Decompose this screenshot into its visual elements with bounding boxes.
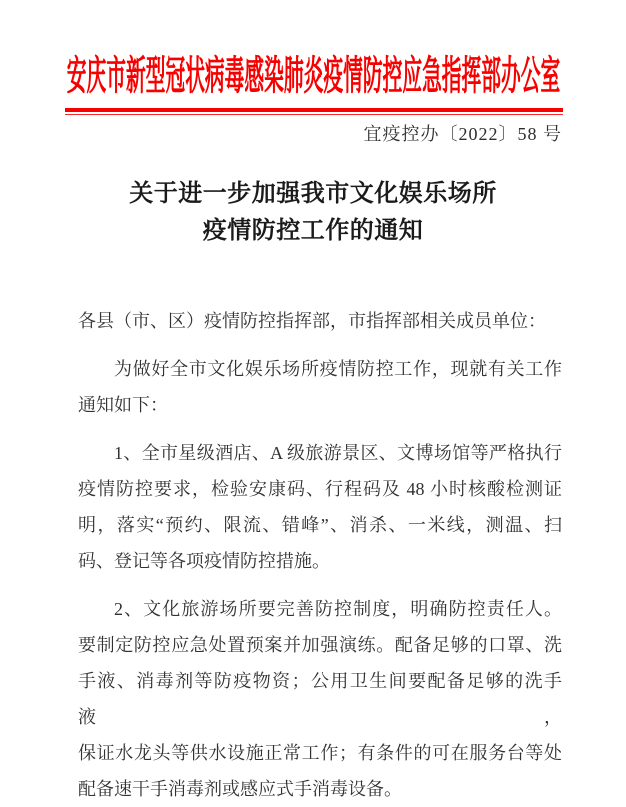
salutation-line: 各县（市、区）疫情防控指挥部，市指挥部相关成员单位： (78, 311, 546, 331)
body-text-line: 手液、消毒剂等防疫物资；公用卫生间要配备足够的洗手液， (78, 671, 562, 727)
body-text-line: 为做好全市文化娱乐场所疫情防控工作，现就有关工作 (114, 359, 562, 379)
body-text-line: 疫情防控要求，检验安康码、行程码及 48 小时核酸检测证 (78, 479, 562, 499)
letterhead-org-title: 安庆市新型冠状病毒感染肺炎疫情防控应急指挥部办公室 (66, 53, 560, 99)
body-text-line: 1、全市星级酒店、A 级旅游景区、文博场馆等严格执行 (114, 443, 562, 463)
body-text-line: 保证水龙头等供水设施正常工作；有条件的可在服务台等处 (78, 743, 562, 763)
document-number: 宜疫控办〔2022〕58 号 (363, 124, 562, 144)
document-title-line-2: 疫情防控工作的通知 (202, 217, 424, 244)
body-text-line: 要制定防控应急处置预案并加强演练。配备足够的口罩、洗 (78, 635, 562, 655)
body-text-line: 2、文化旅游场所要完善防控制度，明确防控责任人。 (114, 599, 562, 619)
document-title (0, 175, 626, 249)
paragraph-item-2 (78, 591, 562, 807)
letterhead (0, 52, 626, 99)
document-title-line-1: 关于进一步加强我市文化娱乐场所 (129, 180, 497, 207)
letterhead-red-rule (65, 108, 563, 115)
body-text-line: 配备速干手消毒剂或感应式手消毒设备。 (78, 779, 402, 799)
body-text-line: 码、登记等各项疫情防控措施。 (78, 551, 330, 571)
paragraph-intro (78, 351, 562, 423)
document-body (78, 303, 562, 807)
paragraph-item-1 (78, 435, 562, 579)
body-text-line: 明，落实“预约、限流、错峰”、消杀、一米线，测温、扫 (78, 515, 562, 535)
body-text-line: 通知如下： (78, 395, 168, 415)
